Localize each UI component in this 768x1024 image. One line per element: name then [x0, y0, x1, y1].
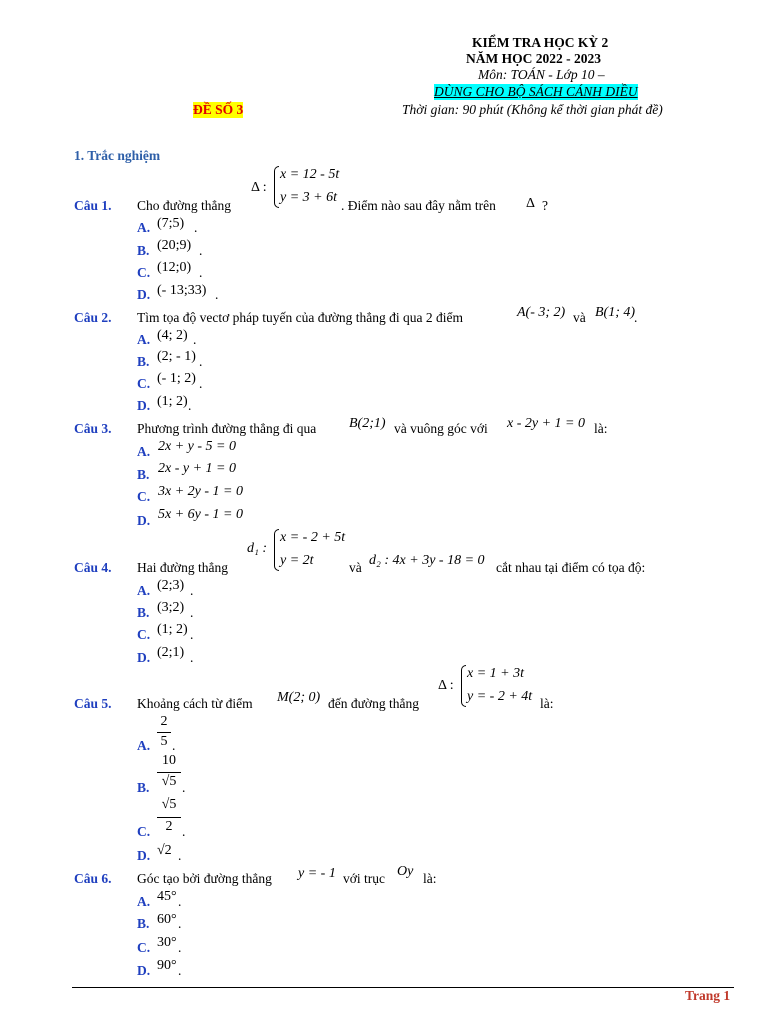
exam-title: KIỂM TRA HỌC KỲ 2	[472, 35, 609, 50]
option-key: C.	[137, 265, 151, 280]
line-equation: y = - 1	[298, 866, 336, 881]
line-equation: x - 2y + 1 = 0	[507, 416, 585, 431]
option-period: .	[178, 963, 182, 978]
option-value: 3x + 2y - 1 = 0	[158, 484, 243, 499]
option-key: A.	[137, 894, 151, 909]
fraction-numerator: √5	[161, 797, 177, 812]
system-eq-1: x = 1 + 3t	[467, 666, 524, 681]
option-value: 2x + y - 5 = 0	[158, 439, 236, 454]
option-value: 90°	[157, 958, 177, 973]
option-key: C.	[137, 627, 151, 642]
system-name: Δ :	[251, 180, 267, 195]
option-period: .	[190, 605, 194, 620]
conjunction: và	[349, 560, 362, 575]
option-period: .	[178, 894, 182, 909]
option-value: (2;3)	[157, 578, 185, 593]
fraction-denominator: 2	[165, 819, 173, 834]
page-number: Trang 1	[685, 988, 731, 1003]
option-key: A.	[137, 583, 151, 598]
option-period: .	[193, 332, 197, 347]
option-period: .	[190, 627, 194, 642]
question-text-2: . Điểm nào sau đây nằm trên	[341, 198, 496, 213]
option-key: D.	[137, 848, 151, 863]
system-name: Δ :	[438, 678, 454, 693]
option-period: .	[188, 398, 192, 413]
fraction-bar	[157, 772, 181, 773]
fraction-denominator: 5	[160, 734, 168, 749]
question-label: Câu 4.	[74, 560, 112, 575]
question-label: Câu 1.	[74, 198, 112, 213]
option-value: 2x - y + 1 = 0	[158, 461, 236, 476]
option-period: .	[199, 354, 203, 369]
question-text-3: là:	[594, 421, 608, 436]
question-text: Cho đường thẳng	[137, 198, 231, 213]
option-key: C.	[137, 489, 151, 504]
question-label: Câu 6.	[74, 871, 112, 886]
option-period: .	[178, 916, 182, 931]
axis-label: Oy	[397, 864, 414, 879]
book-series: DÙNG CHO BỘ SÁCH CÁNH DIỀU	[434, 84, 638, 99]
question-label: Câu 3.	[74, 421, 112, 436]
option-value: (2;1)	[157, 645, 185, 660]
system-eq-2: y = 3 + 6t	[280, 190, 337, 205]
question-text: Khoảng cách từ điểm	[137, 696, 253, 711]
fraction-denominator: √5	[161, 774, 177, 789]
option-key: A.	[137, 444, 151, 459]
system-eq-2: y = - 2 + 4t	[467, 689, 533, 704]
question-text: Góc tạo bởi đường thẳng	[137, 871, 272, 886]
delta-symbol: Δ	[526, 196, 536, 211]
option-value: 30°	[157, 935, 177, 950]
subject-line: Môn: TOÁN - Lớp 10 –	[478, 67, 605, 82]
option-period: .	[182, 824, 186, 839]
question-text-3: là:	[540, 696, 554, 711]
question-text-2: với trục	[343, 871, 386, 886]
option-value: (7;5)	[157, 216, 185, 231]
option-period: .	[199, 243, 203, 258]
option-key: A.	[137, 738, 151, 753]
option-key: B.	[137, 916, 150, 931]
system-eq-2: y = 2t	[280, 553, 314, 568]
option-value: (1; 2)	[157, 394, 188, 409]
conjunction: và	[573, 310, 586, 325]
option-key: D.	[137, 398, 151, 413]
option-key: D.	[137, 963, 151, 978]
question-label: Câu 2.	[74, 310, 112, 325]
option-value: 60°	[157, 912, 177, 927]
question-text-2: cắt nhau tại điểm có tọa độ:	[496, 560, 646, 575]
question-text-2: đến đường thẳng	[328, 696, 419, 711]
option-value: (2; - 1)	[157, 349, 196, 364]
line-equation: d₂ : 4x + 3y - 18 = 0	[369, 553, 485, 568]
option-period: .	[178, 848, 182, 863]
brace-icon	[461, 665, 466, 707]
option-key: D.	[137, 287, 151, 302]
option-key: B.	[137, 467, 150, 482]
option-key: B.	[137, 354, 150, 369]
option-value: √2	[157, 843, 172, 858]
option-value: (3;2)	[157, 600, 185, 615]
system-eq-1: x = 12 - 5t	[280, 167, 340, 182]
option-period: .	[190, 583, 194, 598]
option-value: (20;9)	[157, 238, 192, 253]
option-key: B.	[137, 605, 150, 620]
question-mark: ?	[542, 198, 548, 213]
system-eq-1: x = - 2 + 5t	[280, 530, 346, 545]
point-b: B(1; 4)	[595, 305, 636, 320]
point-m: M(2; 0)	[277, 690, 321, 705]
option-value: (4; 2)	[157, 328, 188, 343]
question-text-2: và vuông góc với	[394, 421, 488, 436]
brace-icon	[274, 529, 279, 571]
option-key: C.	[137, 824, 151, 839]
option-key: C.	[137, 940, 151, 955]
option-key: B.	[137, 780, 150, 795]
option-value: (- 1; 2)	[157, 371, 196, 386]
option-value: 5x + 6y - 1 = 0	[158, 507, 243, 522]
option-period: .	[182, 780, 186, 795]
question-text: Phương trình đường thẳng đi qua	[137, 421, 317, 436]
fraction-numerator: 10	[162, 753, 176, 768]
point-a: A(- 3; 2)	[517, 305, 566, 320]
question-label: Câu 5.	[74, 696, 112, 711]
footer-divider	[72, 987, 734, 988]
option-value: (12;0)	[157, 260, 192, 275]
option-key: D.	[137, 513, 151, 528]
option-period: .	[215, 287, 219, 302]
option-period: .	[194, 220, 198, 235]
option-key: D.	[137, 650, 151, 665]
question-text: Hai đường thẳng	[137, 560, 228, 575]
fraction-bar	[157, 732, 171, 733]
option-key: A.	[137, 220, 151, 235]
school-year: NĂM HỌC 2022 - 2023	[466, 51, 601, 66]
option-key: B.	[137, 243, 150, 258]
system-name: d₁ :	[247, 541, 268, 556]
option-key: A.	[137, 332, 151, 347]
option-period: .	[172, 738, 176, 753]
fraction-numerator: 2	[160, 714, 168, 729]
option-period: .	[178, 940, 182, 955]
exam-time: Thời gian: 90 phút (Không kể thời gian phát đề)	[402, 102, 663, 117]
exam-number: ĐỀ SỐ 3	[193, 102, 244, 117]
option-value: (- 13;33)	[157, 283, 207, 298]
point-b: B(2;1)	[349, 416, 386, 431]
option-period: .	[199, 376, 203, 391]
fraction-bar	[157, 817, 181, 818]
question-text-3: là:	[423, 871, 437, 886]
option-value: 45°	[157, 889, 177, 904]
brace-icon	[274, 166, 279, 208]
question-period: .	[634, 310, 638, 325]
option-period: .	[199, 265, 203, 280]
option-value: (1; 2)	[157, 622, 188, 637]
option-key: C.	[137, 376, 151, 391]
option-period: .	[190, 650, 194, 665]
question-text: Tìm tọa độ vectơ pháp tuyến của đường thẳng đi qua 2 điểm	[137, 310, 464, 325]
section-title: 1. Trắc nghiệm	[74, 148, 161, 163]
